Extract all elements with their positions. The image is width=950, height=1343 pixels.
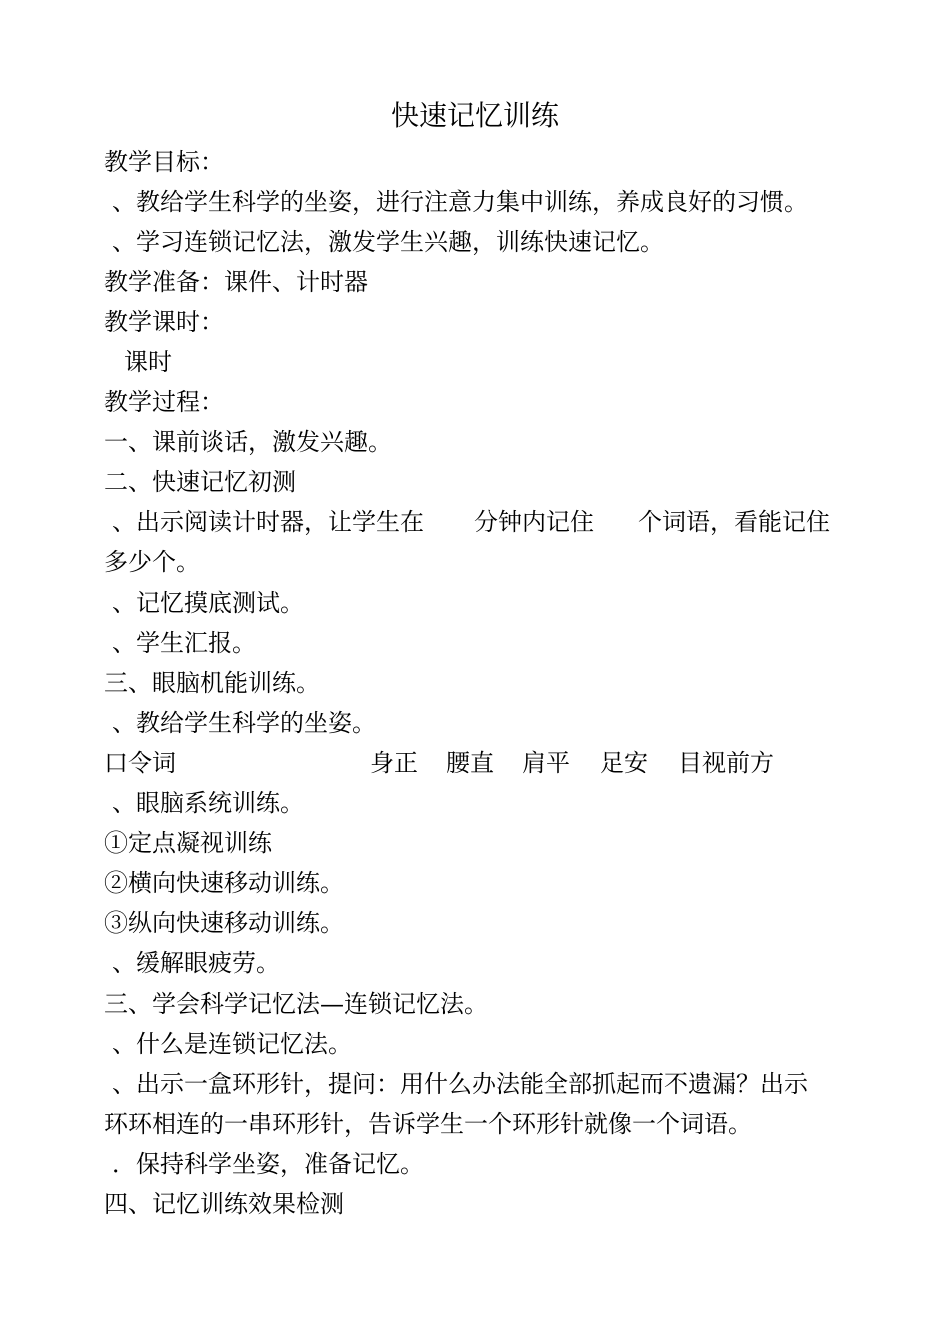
text-line: 三、学会科学记忆法—连锁记忆法。 — [104, 990, 488, 1018]
timer-line-part1: 、出示阅读计时器，让学生在 — [112, 508, 424, 536]
timer-line-part2: 分钟内记住 — [474, 508, 594, 536]
document-title: 快速记忆训练 — [390, 99, 559, 132]
command-label: 口令词 — [104, 749, 176, 777]
text-line: 、教给学生科学的坐姿，进行注意力集中训练，养成良好的习惯。 — [112, 188, 808, 216]
text-line: 教学课时： — [104, 308, 224, 336]
text-line: 、出示一盒环形针，提问：用什么办法能全部抓起而不遗漏？出示 — [112, 1070, 808, 1098]
text-line: 、什么是连锁记忆法。 — [112, 1030, 352, 1058]
timer-line — [112, 505, 852, 539]
text-line: 、缓解眼疲劳。 — [112, 949, 280, 977]
text-line: ②横向快速移动训练。 — [104, 869, 344, 897]
text-line: 、记忆摸底测试。 — [112, 589, 304, 617]
text-line: 、学习连锁记忆法，激发学生兴趣，训练快速记忆。 — [112, 228, 664, 256]
text-line: 多少个。 — [104, 548, 200, 576]
command-word: 目视前方 — [678, 749, 774, 777]
text-line: 教学目标： — [104, 148, 224, 176]
text-line: ．保持科学坐姿，准备记忆。 — [112, 1150, 424, 1178]
command-word: 足安 — [600, 749, 648, 777]
text-line: 二、快速记忆初测 — [104, 468, 296, 496]
command-word: 身正 — [370, 749, 418, 777]
text-line: 三、眼脑机能训练。 — [104, 669, 320, 697]
text-line: 教学过程： — [104, 388, 224, 416]
text-line: 四、记忆训练效果检测 — [104, 1190, 344, 1218]
text-line: 、教给学生科学的坐姿。 — [112, 709, 376, 737]
text-line: 、学生汇报。 — [112, 629, 256, 657]
text-line: 环环相连的一串环形针，告诉学生一个环形针就像一个词语。 — [104, 1110, 752, 1138]
command-word: 腰直 — [446, 749, 494, 777]
command-word: 肩平 — [522, 749, 570, 777]
text-line: 一、课前谈话，激发兴趣。 — [104, 428, 392, 456]
text-line: 、眼脑系统训练。 — [112, 789, 304, 817]
command-line — [104, 746, 804, 780]
text-line: 课时 — [124, 348, 172, 376]
text-line: ③纵向快速移动训练。 — [104, 909, 344, 937]
text-line: ①定点凝视训练 — [104, 829, 272, 857]
text-line: 教学准备：课件、计时器 — [104, 268, 368, 296]
timer-line-part3: 个词语，看能记住 — [638, 508, 830, 536]
